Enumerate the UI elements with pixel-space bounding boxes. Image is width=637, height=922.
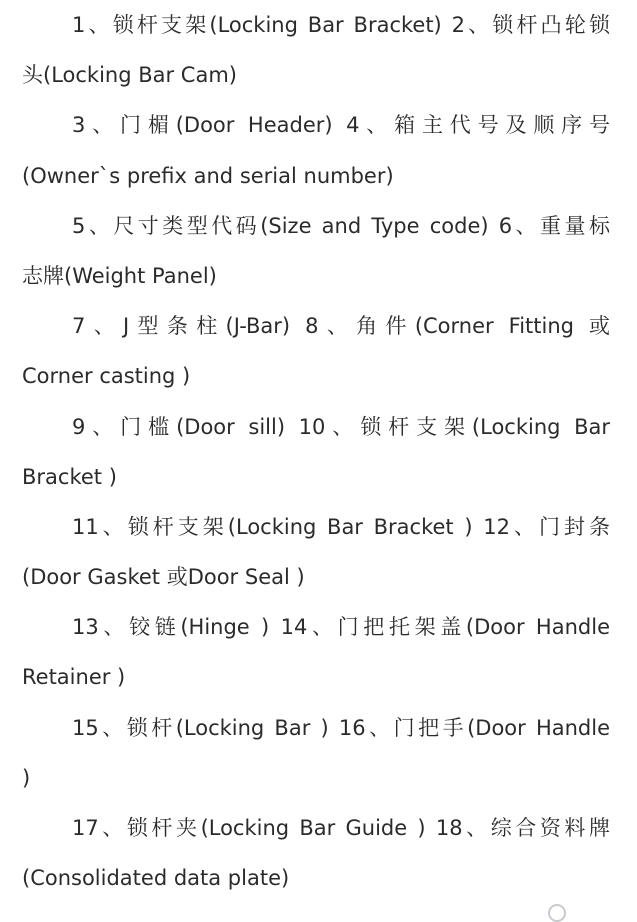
paragraph-line: ) (22, 765, 31, 790)
paragraph-6 (22, 502, 610, 602)
paragraph-3 (22, 201, 610, 301)
paragraph-9 (22, 803, 610, 903)
paragraph-line: Bracket ) (22, 464, 117, 489)
paragraph-line: 17、锁杆夹(Locking Bar Guide ) 18、综合资料牌 (72, 816, 610, 840)
paragraph-line: Retainer ) (22, 665, 126, 690)
paragraph-line: (Consolidated data plate) (22, 866, 290, 891)
paragraph-2 (22, 100, 610, 200)
paragraph-8 (22, 703, 610, 803)
paragraph-line: 3、门楣(Door Header) 4、箱主代号及顺序号 (72, 113, 610, 138)
paragraph-line: 5、尺寸类型代码(Size and Type code) 6、重量标 (72, 213, 610, 238)
paragraph-1 (22, 0, 610, 100)
paragraph-4 (22, 301, 610, 401)
paragraph-5 (22, 402, 610, 502)
document-body (22, 0, 610, 903)
paragraph-line: Corner casting ) (22, 364, 191, 389)
paragraph-line: 11、锁杆支架(Locking Bar Bracket ) 12、门封条 (72, 514, 610, 539)
paragraph-line: (Door Gasket 或Door Seal ) (22, 565, 305, 590)
paragraph-line: (Owner`s prefix and serial number) (22, 163, 394, 188)
paragraph-line: 15、锁杆(Locking Bar ) 16、门把手(Door Handle (72, 715, 610, 740)
paragraph-line: 13、铰链(Hinge ) 14、门把托架盖(Door Handle (72, 615, 610, 640)
paragraph-line: 9、门槛(Door sill) 10、锁杆支架(Locking Bar (72, 414, 610, 439)
paragraph-line: 志牌(Weight Panel) (22, 263, 217, 288)
scroll-indicator-icon (548, 904, 566, 922)
paragraph-line: 7、J型条柱(J-Bar) 8、角件(Corner Fitting 或 (72, 314, 610, 339)
paragraph-7 (22, 602, 610, 702)
paragraph-line: 头(Locking Bar Cam) (22, 63, 237, 88)
paragraph-line: 1、锁杆支架(Locking Bar Bracket) 2、锁杆凸轮锁 (72, 13, 610, 37)
